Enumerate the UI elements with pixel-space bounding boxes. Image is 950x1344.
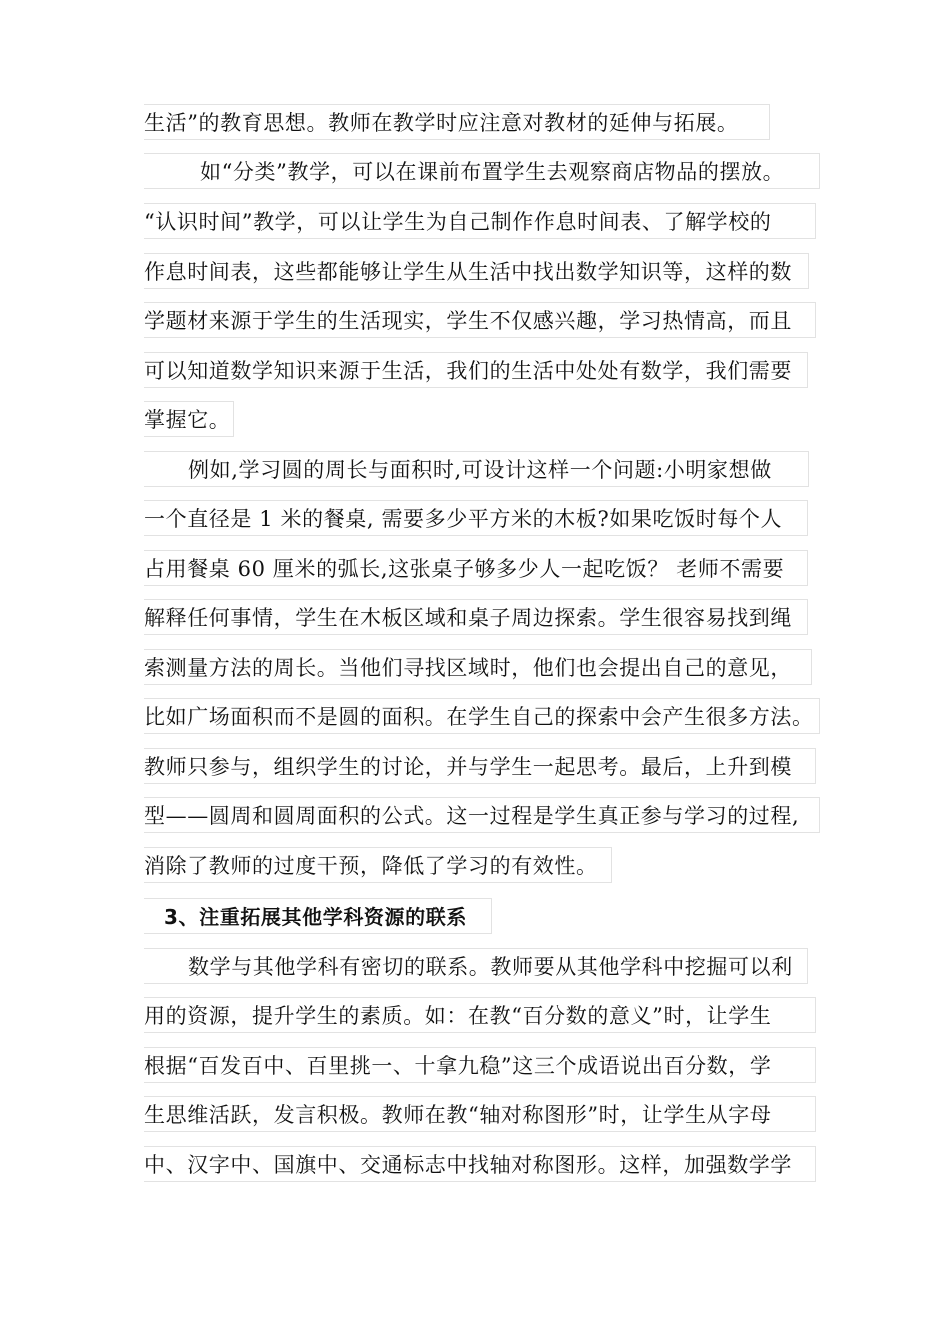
text-line: 数学与其他学科有密切的联系。教师要从其他学科中挖掘可以利 bbox=[144, 948, 808, 984]
text-line: 生活”的教育思想。教师在教学时应注意对教材的延伸与拓展。 bbox=[144, 104, 770, 140]
text-line: 消除了教师的过度干预，降低了学习的有效性。 bbox=[144, 847, 612, 883]
text-line: 掌握它。 bbox=[144, 401, 234, 437]
text-line: 比如广场面积而不是圆的面积。在学生自己的探索中会产生很多方法。 bbox=[144, 698, 820, 734]
text-line: 解释任何事情，学生在木板区域和桌子周边探索。学生很容易找到绳 bbox=[144, 599, 808, 635]
text-line: 型——圆周和圆周面积的公式。这一过程是学生真正参与学习的过程, bbox=[144, 797, 820, 833]
text-line: 例如,学习圆的周长与面积时,可设计这样一个问题:小明家想做 bbox=[144, 451, 809, 487]
text-line: 可以知道数学知识来源于生活，我们的生活中处处有数学，我们需要 bbox=[144, 352, 808, 388]
text-line: 如“分类”教学，可以在课前布置学生去观察商店物品的摆放。 bbox=[144, 153, 820, 189]
text-line: 一个直径是 1 米的餐桌, 需要多少平方米的木板?如果吃饭时每个人 bbox=[144, 500, 808, 536]
text-line: 作息时间表，这些都能够让学生从生活中找出数学知识等，这样的数 bbox=[144, 253, 809, 289]
text-line: 索测量方法的周长。当他们寻找区域时，他们也会提出自己的意见， bbox=[144, 649, 812, 685]
text-line: 根据“百发百中、百里挑一、十拿九稳”这三个成语说出百分数，学 bbox=[144, 1047, 816, 1083]
text-line: “认识时间”教学，可以让学生为自己制作作息时间表、了解学校的 bbox=[144, 203, 816, 239]
text-line: 用的资源，提升学生的素质。如：在教“百分数的意义”时，让学生 bbox=[144, 997, 816, 1033]
text-line: 教师只参与，组织学生的讨论，并与学生一起思考。最后，上升到模 bbox=[144, 748, 816, 784]
text-line: 中、汉字中、国旗中、交通标志中找轴对称图形。这样，加强数学学 bbox=[144, 1146, 816, 1182]
text-line: 学题材来源于学生的生活现实，学生不仅感兴趣，学习热情高，而且 bbox=[144, 302, 816, 338]
section-heading: 3、注重拓展其他学科资源的联系 bbox=[144, 898, 492, 934]
text-line: 占用餐桌 60 厘米的弧长,这张桌子够多少人一起吃饭？ 老师不需要 bbox=[144, 550, 808, 586]
text-line: 生思维活跃，发言积极。教师在教“轴对称图形”时，让学生从字母 bbox=[144, 1096, 816, 1132]
